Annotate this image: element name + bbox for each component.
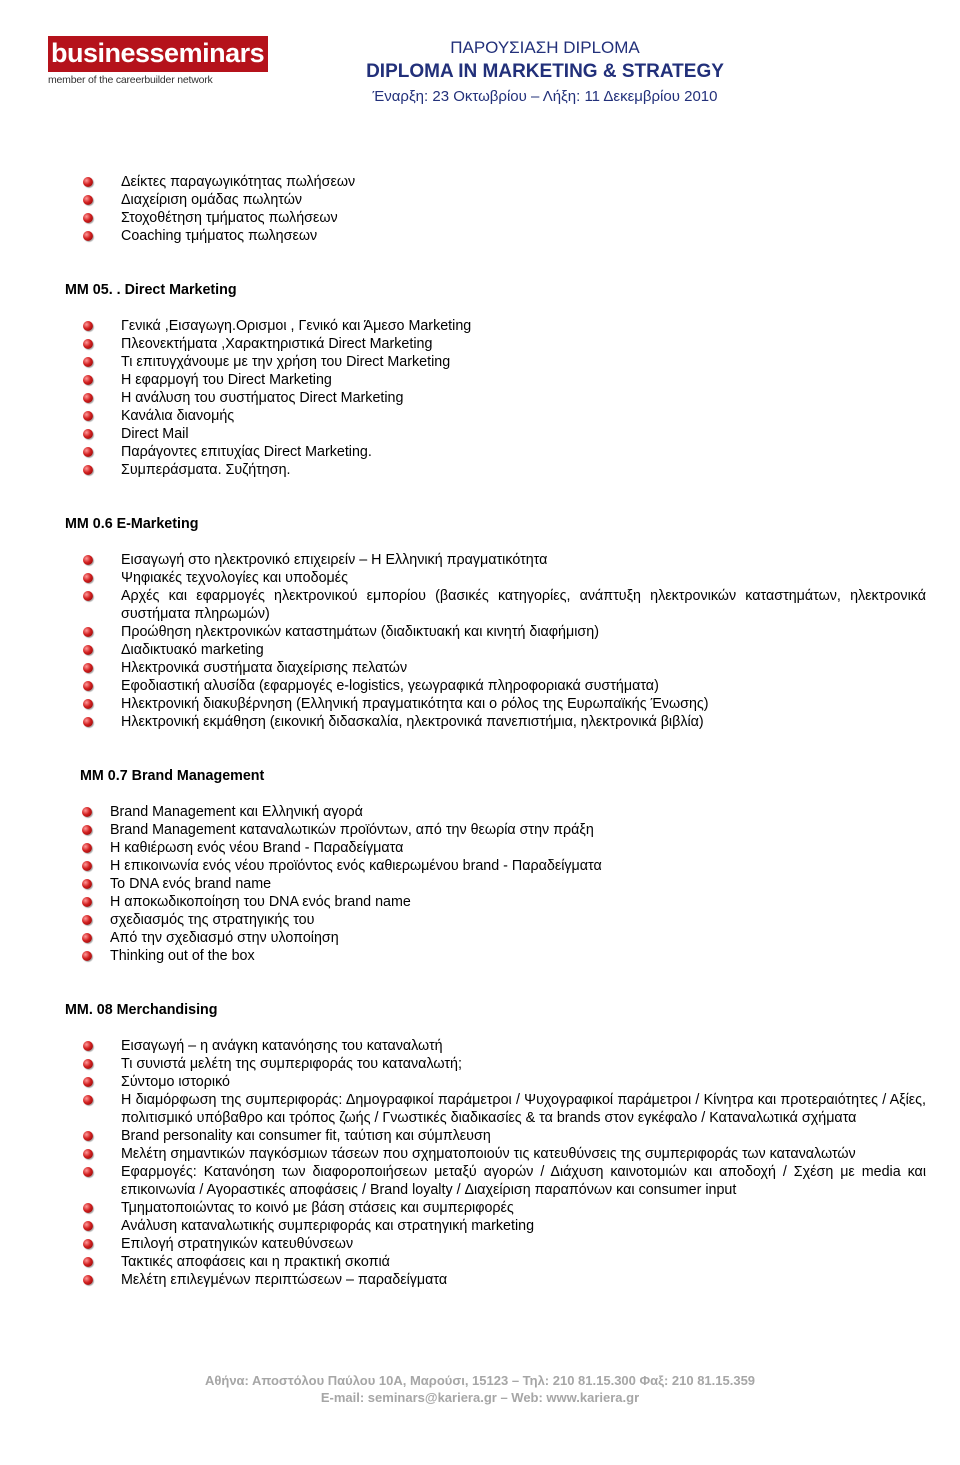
list-item xyxy=(121,1217,926,1235)
bullet-icon xyxy=(83,1203,93,1213)
list-item xyxy=(121,1127,926,1145)
bullet-icon xyxy=(83,357,93,367)
bullet-icon xyxy=(83,447,93,457)
list-item-text: Στοχοθέτηση τμήματος πωλήσεων xyxy=(121,210,338,226)
mm05-topics-list xyxy=(121,317,926,479)
list-item-text: Παράγοντες επιτυχίας Direct Marketing. xyxy=(121,444,372,460)
bullet-icon xyxy=(83,1167,93,1177)
list-item-text: Η επικοινωνία ενός νέου προϊόντος ενός καθιερωμένου brand - Παραδείγματα xyxy=(110,858,602,874)
logo-tagline: member of the careerbuilder network xyxy=(48,74,213,86)
list-item-text: Σύντομο ιστορικό xyxy=(121,1074,230,1090)
bullet-icon xyxy=(83,699,93,709)
list-item xyxy=(121,389,926,407)
bullet-icon xyxy=(83,411,93,421)
bullet-icon xyxy=(82,861,92,871)
list-item xyxy=(121,371,926,389)
list-item xyxy=(121,1253,926,1271)
list-item xyxy=(121,1163,926,1199)
mm07-topics-list xyxy=(110,803,925,965)
footer-address: Αθήνα: Αποστόλου Παύλου 10Α, Μαρούσι, 15123 – Τηλ: 210 81.15.300 Φαξ: 210 81.15.359 xyxy=(204,1373,756,1388)
list-item xyxy=(121,1073,926,1091)
list-item-text: Ηλεκτρονική διακυβέρνηση (Ελληνική πραγματικότητα και ο ρόλος της Ευρωπαϊκής Ένωσης) xyxy=(121,696,709,712)
list-item xyxy=(121,677,926,695)
list-item xyxy=(110,893,925,911)
list-item xyxy=(121,623,926,641)
bullet-icon xyxy=(83,321,93,331)
list-item xyxy=(121,407,926,425)
bullet-icon xyxy=(83,195,93,205)
bullet-icon xyxy=(83,627,93,637)
list-item xyxy=(110,947,925,965)
list-item-text: Τακτικές αποφάσεις και η πρακτική σκοπιά xyxy=(121,1254,390,1270)
list-item-text: Ψηφιακές τεχνολογίες και υποδομές xyxy=(121,570,349,586)
list-item xyxy=(110,821,925,839)
list-item-text: Τμηματοποιώντας το κοινό με βάση στάσεις και συμπεριφορές xyxy=(121,1200,514,1216)
list-item xyxy=(110,911,925,929)
bullet-icon xyxy=(83,1275,93,1285)
list-item xyxy=(121,209,926,227)
list-item xyxy=(121,569,926,587)
bullet-icon xyxy=(83,393,93,403)
list-item xyxy=(121,227,926,245)
company-logo xyxy=(48,36,265,92)
list-item-text: Τι επιτυγχάνουμε με την χρήση του Direct Marketing xyxy=(121,354,451,370)
bullet-icon xyxy=(83,717,93,727)
list-item-text: Brand Management και Ελληνική αγορά xyxy=(110,804,363,820)
logo-wordmark: businesseminars xyxy=(48,36,268,72)
bullet-icon xyxy=(83,1149,93,1159)
list-item-text: Η καθιέρωση ενός νέου Brand - Παραδείγματα xyxy=(110,840,404,856)
bullet-icon xyxy=(83,213,93,223)
bullet-icon xyxy=(83,555,93,565)
bullet-icon xyxy=(82,807,92,817)
list-item-text: Κανάλια διανομής xyxy=(121,408,235,424)
list-item-text: Εφαρμογές: Κατανόηση των διαφοροποιήσεων μεταξύ αγορών / Διάχυση καινοτομιών και αποδοχή / Σχέση με media και επικοινωνία / Αγοραστικές αποφάσεις / Brand loyalty / Διαχείριση παραπόνων και consumer input xyxy=(121,1164,926,1198)
list-item xyxy=(110,875,925,893)
header-dates: Έναρξη: 23 Οκτωβρίου – Λήξη: 11 Δεκεμβρίου 2010 xyxy=(372,88,718,105)
bullet-icon xyxy=(83,231,93,241)
list-item xyxy=(121,587,926,623)
list-item-text: Ανάλυση καταναλωτικής συμπεριφοράς και στρατηγική marketing xyxy=(121,1218,535,1234)
list-item xyxy=(121,659,926,677)
section-heading-mm07: MM 0.7 Brand Management xyxy=(80,768,265,784)
list-item-text: Μελέτη επιλεγμένων περιπτώσεων – παραδείγματα xyxy=(121,1272,448,1288)
list-item-text: Το DNA ενός brand name xyxy=(110,876,272,892)
bullet-icon xyxy=(83,177,93,187)
list-item-text: Coaching τμήματος πωλησεων xyxy=(121,228,318,244)
list-item xyxy=(121,443,926,461)
list-item-text: Direct Mail xyxy=(121,426,189,442)
list-item-text: Εισαγωγή – η ανάγκη κατανόησης του καταναλωτή xyxy=(121,1038,443,1054)
list-item xyxy=(121,1091,926,1127)
list-item-text: Αρχές και εφαρμογές ηλεκτρονικού εμπορίου (βασικές κατηγορίες, ανάπτυξη ηλεκτρονικών καταστημάτων, ηλεκτρονικά συστήματα πληρωμών) xyxy=(121,588,926,622)
bullet-icon xyxy=(83,1041,93,1051)
list-item-text: Εφοδιαστική αλυσίδα (εφαρμογές e-logistics, γεωγραφικά πληροφοριακά συστήματα) xyxy=(121,678,659,694)
list-item xyxy=(121,551,926,569)
bullet-icon xyxy=(82,897,92,907)
bullet-icon xyxy=(83,1221,93,1231)
bullet-icon xyxy=(82,825,92,835)
bullet-icon xyxy=(82,951,92,961)
bullet-icon xyxy=(83,1257,93,1267)
list-item xyxy=(121,1037,926,1055)
bullet-icon xyxy=(83,1095,93,1105)
bullet-icon xyxy=(82,933,92,943)
footer-contact: E-mail: seminars@kariera.gr – Web: www.kariera.gr xyxy=(320,1390,640,1405)
list-item-text: Συμπεράσματα. Συζήτηση. xyxy=(121,462,291,478)
list-item xyxy=(121,335,926,353)
bullet-icon xyxy=(83,591,93,601)
list-item-text: Ηλεκτρονική εκμάθηση (εικονική διδασκαλία, ηλεκτρονικά πανεπιστήμια, ηλεκτρονικά βιβλία) xyxy=(121,714,704,730)
list-item xyxy=(121,461,926,479)
bullet-icon xyxy=(83,465,93,475)
list-item xyxy=(121,173,926,191)
list-item xyxy=(121,1199,926,1217)
section-heading-mm05: MM 05. . Direct Marketing xyxy=(65,282,237,298)
list-item xyxy=(121,191,926,209)
bullet-icon xyxy=(83,1059,93,1069)
list-item-text: Brand Management καταναλωτικών προϊόντων, από την θεωρία στην πράξη xyxy=(110,822,594,838)
list-item-text: Πλεονεκτήματα ,Χαρακτηριστικά Direct Marketing xyxy=(121,336,433,352)
bullet-icon xyxy=(82,843,92,853)
bullet-icon xyxy=(83,645,93,655)
list-item xyxy=(121,425,926,443)
bullet-icon xyxy=(83,663,93,673)
bullet-icon xyxy=(83,1131,93,1141)
list-item xyxy=(121,713,926,731)
list-item-text: Η εφαρμογή του Direct Marketing xyxy=(121,372,332,388)
sales-topics-list xyxy=(121,173,926,245)
list-item-text: Δείκτες παραγωγικότητας πωλήσεων xyxy=(121,174,356,190)
section-heading-mm06: MM 0.6 E-Marketing xyxy=(65,516,199,532)
header-program-title: DIPLOMA IN MARKETING & STRATEGY xyxy=(366,61,724,82)
bullet-icon xyxy=(83,573,93,583)
list-item-text: Διαχείριση ομάδας πωλητών xyxy=(121,192,303,208)
bullet-icon xyxy=(83,1077,93,1087)
list-item-text: Τι συνιστά μελέτη της συμπεριφοράς του καταναλωτή; xyxy=(121,1056,462,1072)
bullet-icon xyxy=(83,339,93,349)
list-item xyxy=(121,317,926,335)
bullet-icon xyxy=(83,375,93,385)
list-item xyxy=(110,839,925,857)
list-item xyxy=(121,353,926,371)
list-item xyxy=(121,641,926,659)
list-item-text: Διαδικτυακό marketing xyxy=(121,642,264,658)
list-item-text: Μελέτη σημαντικών παγκόσμιων τάσεων που σχηματοποιούν τις κατευθύνσεις της συμπεριφοράς των καταναλωτών xyxy=(121,1146,856,1162)
section-heading-mm08: MM. 08 Merchandising xyxy=(65,1002,218,1018)
list-item-text: Επιλογή στρατηγικών κατευθύνσεων xyxy=(121,1236,354,1252)
bullet-icon xyxy=(83,1239,93,1249)
list-item-text: Η αποκωδικοποίηση του DNA ενός brand name xyxy=(110,894,411,910)
list-item xyxy=(110,929,925,947)
list-item xyxy=(121,1235,926,1253)
list-item-text: Εισαγωγή στο ηλεκτρονικό επιχειρείν – Η Ελληνική πραγματικότητα xyxy=(121,552,548,568)
list-item xyxy=(110,857,925,875)
list-item xyxy=(121,695,926,713)
list-item-text: Η διαμόρφωση της συμπεριφοράς: Δημογραφικοί παράμετροι / Ψυχογραφικοί παράμετροι / Κίνητρα και προτεραιότητες / Αξίες, πολιτισμικό υπόβαθρο και τρόπος ζωής / Γνωστικές διαδικασίες & τα brands στον εγκέφαλο / Καταναλωτικά σχήματα xyxy=(121,1092,926,1126)
bullet-icon xyxy=(82,915,92,925)
list-item xyxy=(121,1271,926,1289)
list-item-text: Brand personality και consumer fit, ταύτιση και σύμπλευση xyxy=(121,1128,491,1144)
bullet-icon xyxy=(83,429,93,439)
mm08-topics-list xyxy=(121,1037,926,1289)
list-item xyxy=(121,1145,926,1163)
bullet-icon xyxy=(83,681,93,691)
list-item-text: Η ανάλυση του συστήματος Direct Marketing xyxy=(121,390,404,406)
list-item-text: Από την σχεδιασμό στην υλοποίηση xyxy=(110,930,339,946)
list-item-text: σχεδιασμός της στρατηγικής του xyxy=(110,912,315,928)
list-item xyxy=(121,1055,926,1073)
list-item-text: Ηλεκτρονικά συστήματα διαχείρισης πελατών xyxy=(121,660,408,676)
list-item-text: Thinking out of the box xyxy=(110,948,255,964)
bullet-icon xyxy=(82,879,92,889)
mm06-topics-list xyxy=(121,551,926,731)
list-item xyxy=(110,803,925,821)
list-item-text: Γενικά ,Εισαγωγη.Ορισμοι , Γενικό και Άμεσο Marketing xyxy=(121,318,472,334)
header-presentation-title: ΠΑΡΟΥΣΙΑΣΗ DIPLOMA xyxy=(450,38,640,57)
list-item-text: Προώθηση ηλεκτρονικών καταστημάτων (διαδικτυακή και κινητή διαφήμιση) xyxy=(121,624,599,640)
